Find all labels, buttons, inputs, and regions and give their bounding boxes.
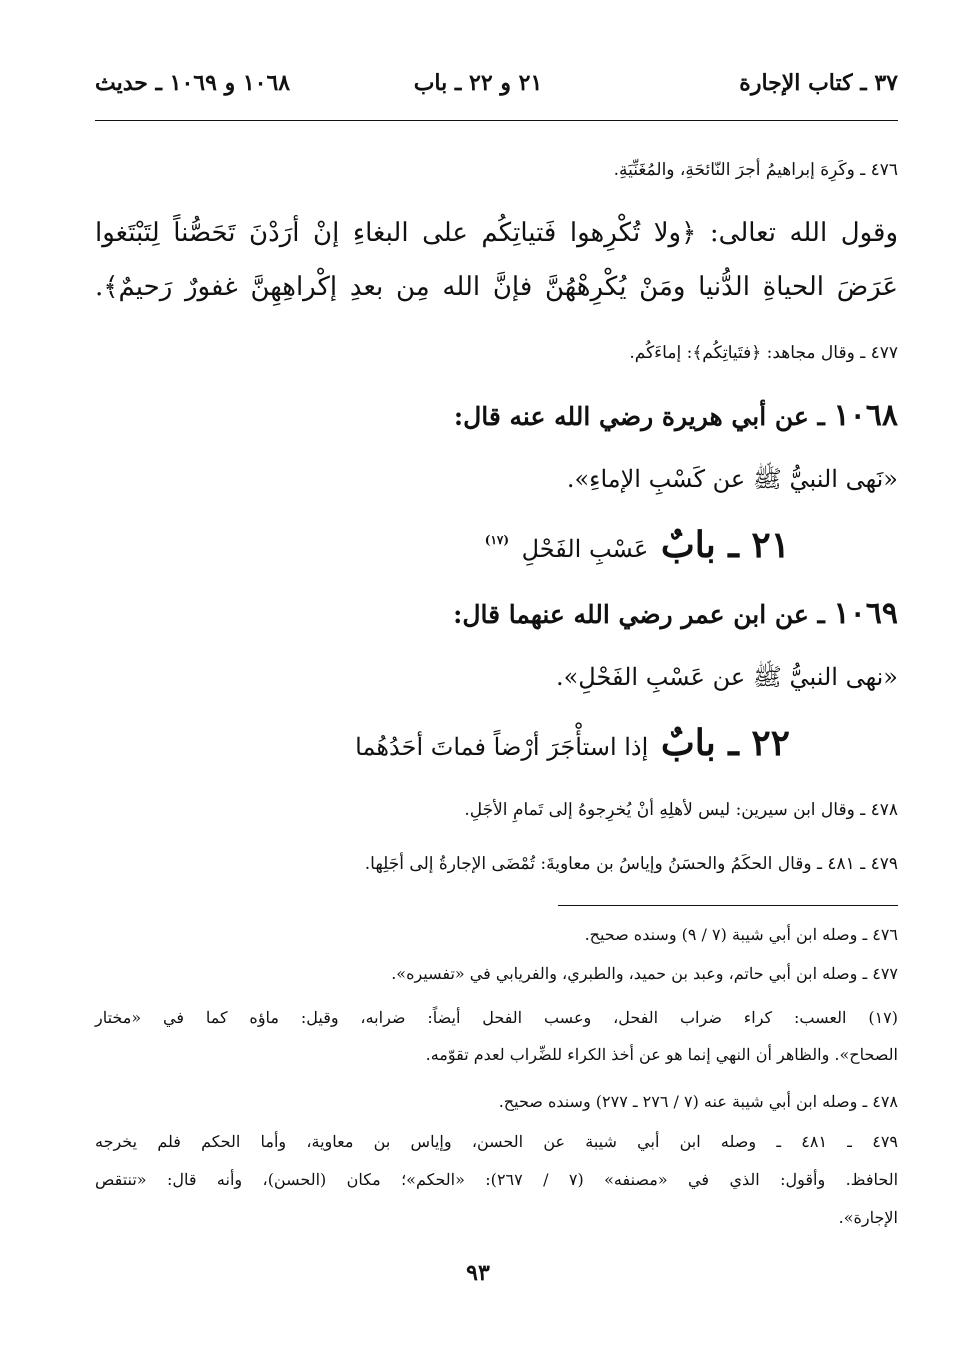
athar-477: ٤٧٧ ـ وقال مجاهد: ﴿فتَياتِكُم﴾: إماءَكُم. <box>629 343 898 363</box>
footnote-17-line-2: الصحاح». والظاهر أن النهي إنما هو عن أخذ الكراء للضِّراب لعدم تقوّمه. <box>425 1045 898 1064</box>
athar-476: ٤٧٦ ـ وكَرِهَ إبراهيمُ أجرَ النّائحَةِ، والمُغَنِّيَةِ. <box>613 160 898 180</box>
page-number: ٩٣ <box>466 1260 490 1286</box>
footnote-478: ٤٧٨ ـ وصله ابن أبي شيبة عنه (٧ / ٢٧٦ ـ ٢٧٧) وسنده صحيح. <box>498 1092 898 1111</box>
hadith-1069-text: «نهى النبيُّ ﷺ عن عَسْبِ الفَحْلِ». <box>555 663 898 691</box>
hadith-1068-chain: ـ عن أبي هريرة رضي الله عنه قال: <box>453 402 825 431</box>
hadith-1068-text: «نَهى النبيُّ ﷺ عن كَسْبِ الإماءِ». <box>566 465 898 493</box>
chapter-22-heading <box>355 722 790 764</box>
header-section: ٢١ و ٢٢ ـ باب <box>413 70 543 96</box>
footnote-479-481-line-3: الإجارة». <box>838 1208 898 1227</box>
header-chapter: ٣٧ ـ كتاب الإجارة <box>739 70 898 96</box>
chapter-21-footnote-ref: (١٧) <box>484 533 510 547</box>
hadith-1068-intro <box>454 398 898 433</box>
footnote-479-481-line-2: الحافظ. وأقول: الذي في «مصنفه» (٧ / ٢٦٧): «الحكم»؛ مكان (الحسن)، وأنه قال: «تنتقص <box>95 1170 899 1189</box>
chapter-22-number: ٢٢ ـ بابٌ <box>660 722 790 764</box>
footnote-rule <box>558 905 898 906</box>
header-rule <box>95 120 898 121</box>
hadith-1069-chain: ـ عن ابن عمر رضي الله عنهما قال: <box>453 600 825 629</box>
hadith-1068-number: ١٠٦٨ <box>833 398 898 433</box>
athar-479-481: ٤٧٩ ـ ٤٨١ ـ وقال الحكَمُ والحسَنُ وإياسُ بن معاويةَ: تُمْضَى الإجارةُ إلى أجَلِها. <box>364 854 898 874</box>
footnote-476: ٤٧٦ ـ وصله ابن أبي شيبة (٧ / ٩) وسنده صحيح. <box>584 925 898 944</box>
footnote-477: ٤٧٧ ـ وصله ابن أبي حاتم، وعبد بن حميد، والطبري، والفريابي في «تفسيره». <box>391 964 898 983</box>
athar-478: ٤٧٨ ـ وقال ابن سيرين: ليس لأهلِهِ أنْ يُخرِجوهُ إلى تَمامِ الأجَلِ. <box>464 800 898 820</box>
quran-verse-line-1: وقول الله تعالى: ﴿ولا تُكْرِهوا فَتياتِكُم على البغاءِ إنْ أرَدْنَ تَحَصُّناً لِتَبْتَغوا <box>95 218 898 248</box>
chapter-21-heading <box>485 524 790 566</box>
footnote-17-line-1: (١٧) العسب: كراء ضراب الفحل، وعسب الفحل أيضاً: ضرابه، وقيل: ماؤه كما في «مختار <box>95 1008 899 1027</box>
hadith-1069-number: ١٠٦٩ <box>833 596 898 631</box>
header-hadith-range: ١٠٦٨ و ١٠٦٩ ـ حديث <box>95 70 291 96</box>
chapter-22-title: إذا استأْجَرَ أرْضاً فماتَ أحَدُهُما <box>355 733 649 761</box>
quran-verse-line-2: عَرَضَ الحياةِ الدُّنيا ومَنْ يُكْرِهْهُنَّ فإنَّ الله مِن بعدِ إكْراهِهِنَّ غفورٌ رَحيمٌ﴾. <box>95 272 898 302</box>
footnote-479-481-line-1: ٤٧٩ ـ ٤٨١ ـ وصله ابن أبي شيبة عن الحسن، وإياس بن معاوية، وأما الحكم فلم يخرجه <box>95 1132 898 1151</box>
hadith-1069-intro <box>453 596 898 631</box>
chapter-21-number: ٢١ ـ بابٌ <box>660 524 790 566</box>
chapter-21-title: عَسْبِ الفَحْلِ <box>521 535 649 563</box>
